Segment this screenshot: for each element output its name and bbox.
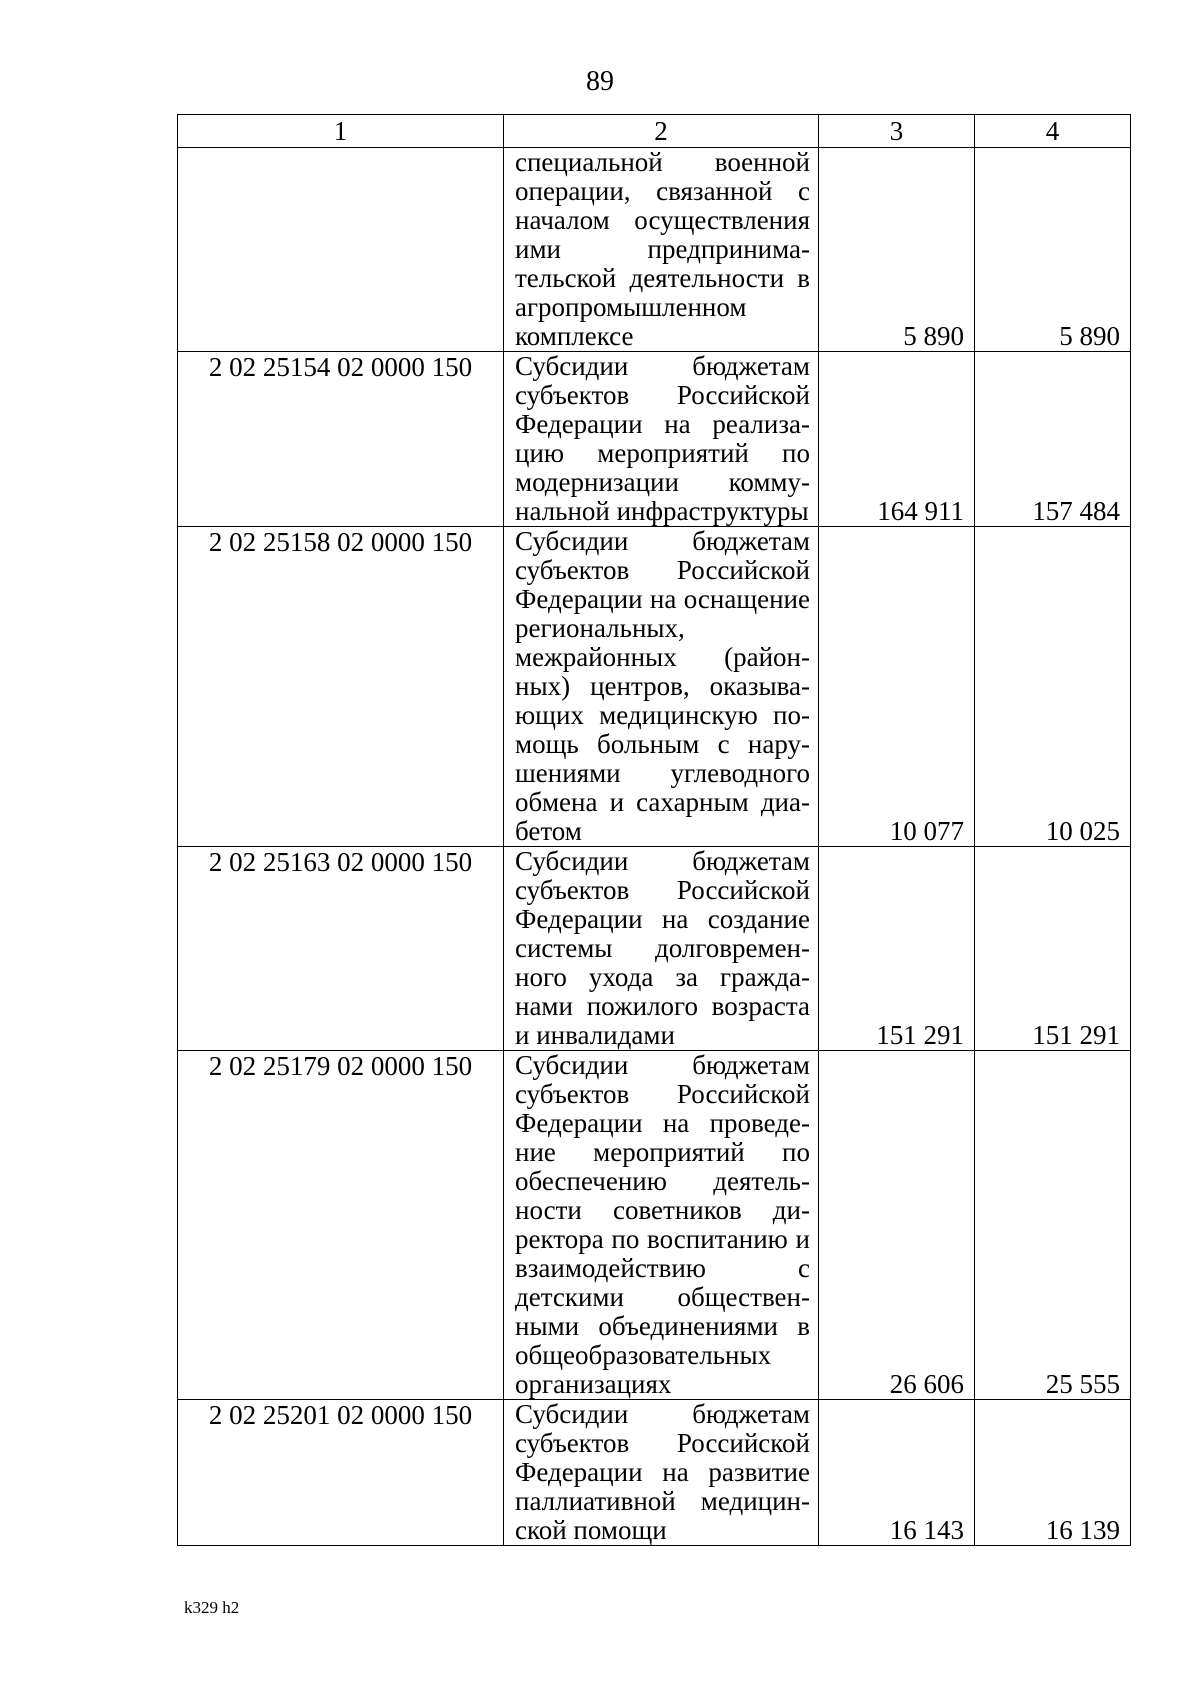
amount-col3-cell: 16 143 bbox=[819, 1400, 975, 1546]
amount-col3-cell: 5 890 bbox=[819, 148, 975, 352]
amount-col3-cell: 151 291 bbox=[819, 847, 975, 1051]
description-cell: Субсидии бюджетам субъектов Российской Федерации на реализацию мероприятий по модернизации коммунальной инфраструктуры bbox=[504, 352, 819, 527]
column-header-3: 3 bbox=[819, 115, 975, 148]
table-row bbox=[178, 1400, 1131, 1546]
amount-col3-cell: 10 077 bbox=[819, 527, 975, 847]
table-row bbox=[178, 352, 1131, 527]
amount-col4-cell: 5 890 bbox=[975, 148, 1131, 352]
description-cell: Субсидии бюджетам субъектов Российской Федерации на оснащение региональных, межрайонных (районных) центров, оказывающих медицинскую помощь больным с нарушениями углеводного обмена и сахарным диабетом bbox=[504, 527, 819, 847]
budget-code-cell bbox=[178, 148, 504, 352]
budget-table bbox=[177, 114, 1131, 1546]
table-row bbox=[178, 847, 1131, 1051]
amount-col4-cell: 157 484 bbox=[975, 352, 1131, 527]
table-header-row bbox=[178, 115, 1131, 148]
table-row bbox=[178, 1051, 1131, 1400]
description-cell: Субсидии бюджетам субъектов Российской Федерации на проведение мероприятий по обеспечению деятельности советников директора по воспитанию и взаимодействию с детскими общественными объединениями в общеобразовательных организациях bbox=[504, 1051, 819, 1400]
column-header-4: 4 bbox=[975, 115, 1131, 148]
amount-col4-cell: 25 555 bbox=[975, 1051, 1131, 1400]
column-header-2: 2 bbox=[504, 115, 819, 148]
amount-col4-cell: 10 025 bbox=[975, 527, 1131, 847]
description-cell: специальной военной операции, связанной с началом осуществления ими предпринимательской деятельности в агропромышленном комплексе bbox=[504, 148, 819, 352]
budget-code-cell: 2 02 25163 02 0000 150 bbox=[178, 847, 504, 1051]
budget-code-cell: 2 02 25179 02 0000 150 bbox=[178, 1051, 504, 1400]
description-cell: Субсидии бюджетам субъектов Российской Федерации на развитие паллиативной медицинской помощи bbox=[504, 1400, 819, 1546]
description-cell: Субсидии бюджетам субъектов Российской Федерации на создание системы долговременного ухода за гражданами пожилого возраста и инвалидами bbox=[504, 847, 819, 1051]
amount-col3-cell: 26 606 bbox=[819, 1051, 975, 1400]
page-number: 89 bbox=[586, 66, 614, 97]
amount-col3-cell: 164 911 bbox=[819, 352, 975, 527]
footer-document-code: k329 h2 bbox=[184, 1598, 240, 1617]
budget-code-cell: 2 02 25158 02 0000 150 bbox=[178, 527, 504, 847]
budget-code-cell: 2 02 25154 02 0000 150 bbox=[178, 352, 504, 527]
column-header-1: 1 bbox=[178, 115, 504, 148]
table-row bbox=[178, 527, 1131, 847]
amount-col4-cell: 151 291 bbox=[975, 847, 1131, 1051]
table-row bbox=[178, 148, 1131, 352]
amount-col4-cell: 16 139 bbox=[975, 1400, 1131, 1546]
budget-code-cell: 2 02 25201 02 0000 150 bbox=[178, 1400, 504, 1546]
